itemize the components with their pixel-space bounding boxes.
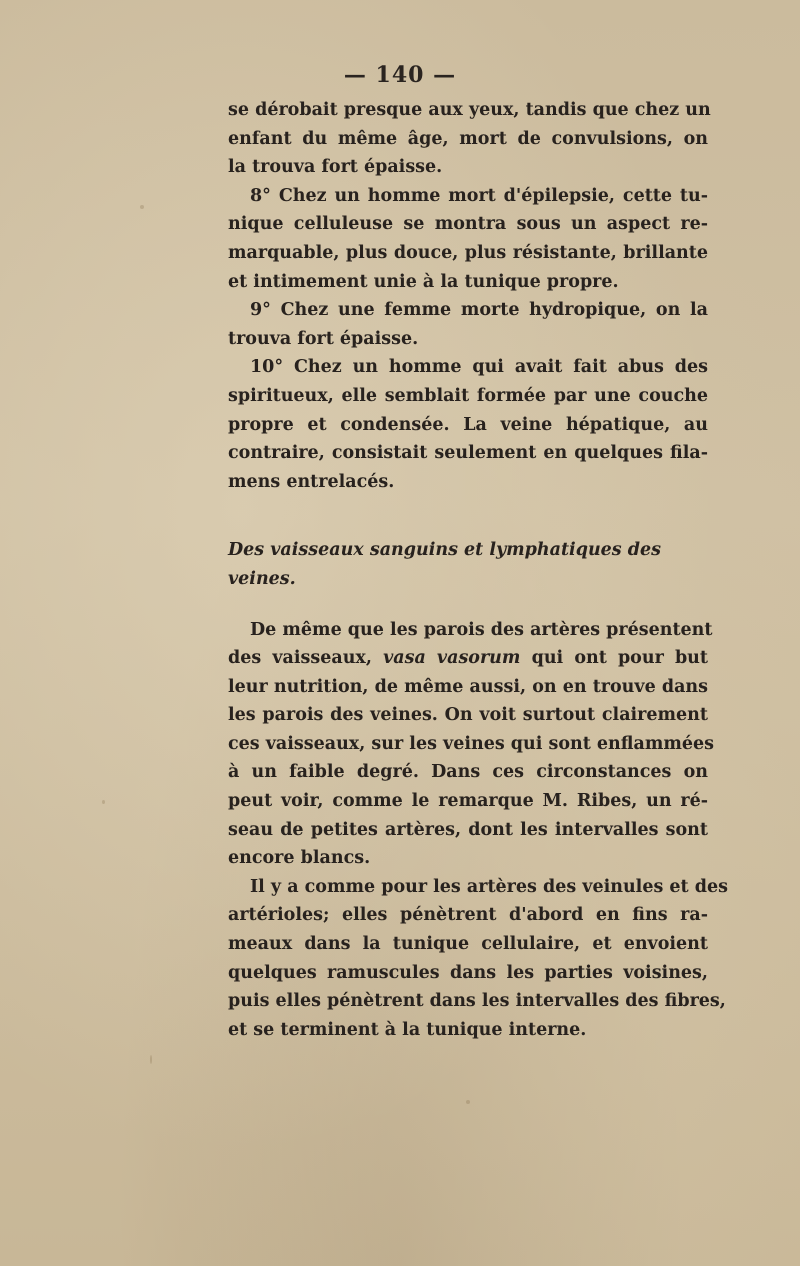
text-fragment: des vaisseaux, bbox=[228, 648, 384, 669]
text-line: puis elles pénètrent dans les intervalles des fibres, bbox=[228, 991, 726, 1012]
section-heading: Des vaisseaux sanguins et lymphatiques des veines. bbox=[228, 540, 661, 589]
text-line: Il y a comme pour les artères des veinules et des bbox=[250, 876, 728, 897]
text-line: à un faible degré. Dans ces circonstances on bbox=[228, 762, 708, 783]
page-number: — 140 — bbox=[343, 62, 457, 88]
paper-spot bbox=[140, 205, 144, 209]
text-line: 9° Chez une femme morte hydropique, on la bbox=[250, 300, 708, 321]
paper-spot bbox=[102, 800, 105, 804]
text-line: contraire, consistait seulement en quelques fila- bbox=[228, 443, 708, 464]
text-line: ces vaisseaux, sur les veines qui sont enflammées bbox=[228, 733, 714, 754]
paragraph bbox=[228, 873, 728, 1045]
text-line: la trouva fort épaisse. bbox=[228, 157, 443, 178]
text-line: artérioles; elles pénètrent d'abord en fins ra- bbox=[228, 905, 708, 926]
text-fragment: qui ont pour but bbox=[520, 648, 708, 669]
text-line: et se terminent à la tunique interne. bbox=[228, 1019, 587, 1040]
paper-spot bbox=[150, 1055, 152, 1064]
text-line: mens entrelacés. bbox=[228, 471, 395, 492]
text-line bbox=[228, 644, 708, 673]
text-line: De même que les parois des artères présentent bbox=[250, 619, 713, 640]
paragraph bbox=[228, 616, 714, 873]
latin-term: vasa vasorum bbox=[383, 648, 521, 669]
text-line: 8° Chez un homme mort d'épilepsie, cette tu- bbox=[250, 185, 708, 206]
text-line: seau de petites artères, dont les intervalles sont bbox=[228, 819, 708, 840]
text-line: nique celluleuse se montra sous un aspect re- bbox=[228, 214, 708, 235]
paragraph bbox=[228, 353, 708, 496]
text-line: quelques ramuscules dans les parties voisines, bbox=[228, 962, 708, 983]
text-line: peut voir, comme le remarque M. Ribes, un ré- bbox=[228, 791, 708, 812]
text-line: et intimement unie à la tunique propre. bbox=[228, 271, 619, 292]
text-line: leur nutrition, de même aussi, on en trouve dans bbox=[228, 676, 708, 697]
body-text bbox=[228, 96, 728, 1044]
paragraph bbox=[228, 182, 708, 296]
text-line: enfant du même âge, mort de convulsions, on bbox=[228, 128, 708, 149]
text-line: meaux dans la tunique cellulaire, et envoient bbox=[228, 934, 708, 955]
text-line: propre et condensée. La veine hépatique, au bbox=[228, 414, 708, 435]
text-line: spiritueux, elle semblait formée par une couche bbox=[228, 385, 708, 406]
paper-spot bbox=[466, 1100, 470, 1104]
text-line: marquable, plus douce, plus résistante, brillante bbox=[228, 242, 708, 263]
paragraph bbox=[228, 96, 711, 182]
text-line: 10° Chez un homme qui avait fait abus des bbox=[250, 357, 708, 378]
text-line: les parois des veines. On voit surtout clairement bbox=[228, 705, 708, 726]
text-line: se dérobait presque aux yeux, tandis que chez un bbox=[228, 100, 711, 120]
text-line: encore blancs. bbox=[228, 848, 371, 869]
text-line: trouva fort épaisse. bbox=[228, 328, 419, 349]
paragraph bbox=[228, 296, 708, 353]
